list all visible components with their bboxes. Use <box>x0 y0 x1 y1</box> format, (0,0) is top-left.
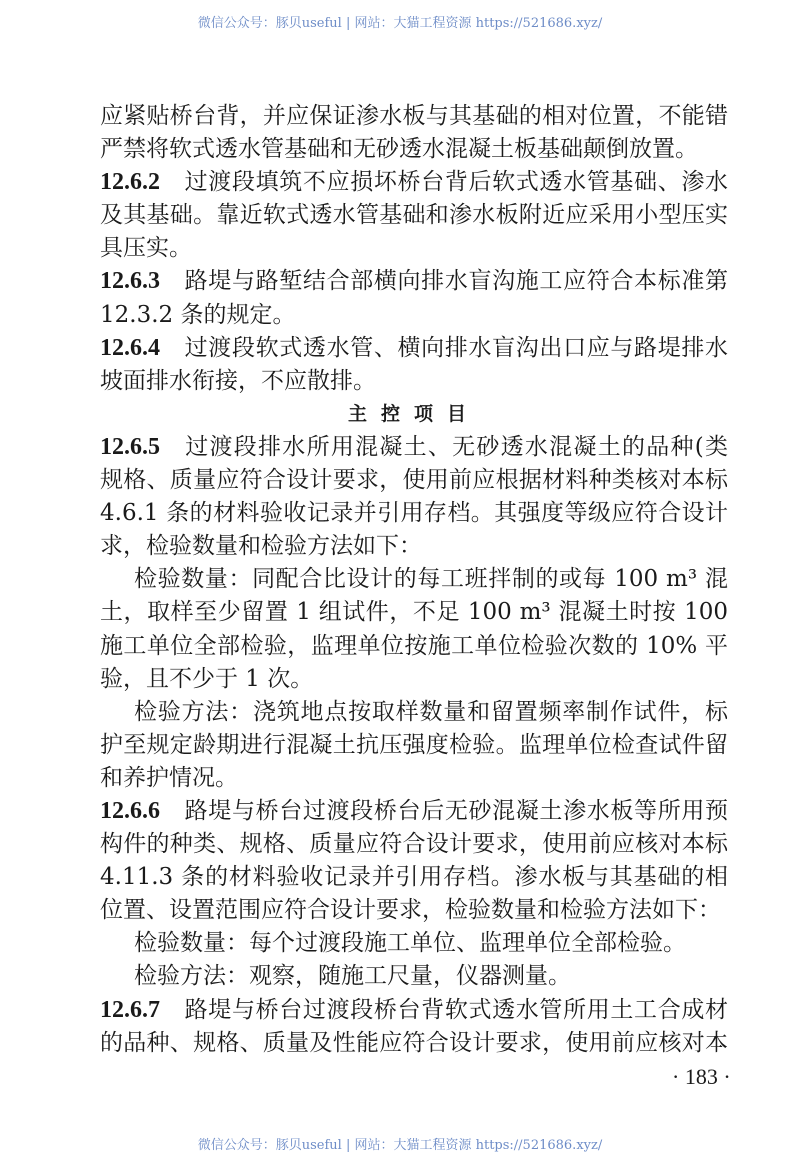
text-line <box>100 795 728 828</box>
line-text: 检验方法：浇筑地点按取样数量和留置频率制作试件，标 <box>134 698 728 725</box>
watermark-bottom: 微信公众号：豚贝useful | 网站：大猫工程资源 https://521686.xyz/ <box>197 1138 603 1153</box>
line-text: 检验方法：观察，随施工尺量，仪器测量。 <box>134 963 571 990</box>
text-line <box>100 530 728 563</box>
text-line <box>100 630 728 663</box>
clause-number: 12.6.2 <box>100 169 160 196</box>
text-line <box>100 497 728 530</box>
text-line <box>100 994 728 1027</box>
line-text: 及其基础。靠近软式透水管基础和渗水板附近应采用小型压实 <box>100 202 728 229</box>
clause-number: 12.6.6 <box>100 797 160 824</box>
line-text: 过渡段软式透水管、横向排水盲沟出口应与路堤排水 <box>184 334 728 361</box>
line-text: 过渡段填筑不应损坏桥台背后软式透水管基础、渗水 <box>184 169 728 196</box>
line-text: 护至规定龄期进行混凝土抗压强度检验。监理单位检查试件留 <box>100 731 728 758</box>
text-line <box>100 133 728 166</box>
line-text: 验，且不少于 1 次。 <box>100 665 314 692</box>
line-text: 求，检验数量和检验方法如下： <box>100 533 422 560</box>
section-heading <box>100 398 728 431</box>
line-text: 路堤与桥台过渡段桥台背软式透水管所用土工合成材 <box>184 996 728 1023</box>
line-text: 检验数量：每个过渡段施工单位、监理单位全部检验。 <box>134 930 686 957</box>
text-line <box>100 927 728 960</box>
text-line <box>100 1027 728 1060</box>
text-line <box>100 464 728 497</box>
clause-number: 12.6.4 <box>100 334 160 361</box>
line-text: 土，取样至少留置 1 组试件，不足 100 m³ 混凝土时按 100 <box>100 599 728 626</box>
text-line <box>100 596 728 629</box>
line-text: 构件的种类、规格、质量应符合设计要求，使用前应核对本标 <box>100 831 728 858</box>
document-body <box>100 100 728 1060</box>
line-text: 路堤与桥台过渡段桥台后无砂混凝土渗水板等所用预 <box>184 797 728 824</box>
line-text: 检验数量：同配合比设计的每工班拌制的或每 100 m³ 混 <box>134 566 728 593</box>
text-line <box>100 232 728 265</box>
text-line <box>100 861 728 894</box>
line-text: 应紧贴桥台背，并应保证渗水板与其基础的相对位置，不能错 <box>100 103 728 129</box>
line-text: 路堤与路堑结合部横向排水盲沟施工应符合本标准第 <box>184 268 728 295</box>
text-line <box>100 166 728 199</box>
text-line <box>100 762 728 795</box>
line-text: 12.3.2 条的规定。 <box>100 301 296 328</box>
line-text: 和养护情况。 <box>100 764 238 791</box>
clause-number: 12.6.3 <box>100 268 160 295</box>
clause-number: 12.6.5 <box>100 433 160 460</box>
text-line <box>100 563 728 596</box>
watermark-top: 微信公众号：豚贝useful | 网站：大猫工程资源 https://521686.xyz/ <box>197 16 603 31</box>
text-line <box>100 828 728 861</box>
text-line <box>100 960 728 993</box>
text-line <box>100 894 728 927</box>
text-line <box>100 199 728 232</box>
line-text: 的品种、规格、质量及性能应符合设计要求，使用前应核对本 <box>100 1029 728 1056</box>
text-line <box>100 431 728 464</box>
line-text: 4.11.3 条的材料验收记录并引用存档。渗水板与其基础的相 <box>100 864 728 891</box>
text-line <box>100 729 728 762</box>
text-line <box>100 299 728 332</box>
page-number: · 183 · <box>672 1064 731 1089</box>
line-text: 施工单位全部检验，监理单位按施工单位检验次数的 10% 平 <box>100 632 728 659</box>
text-line <box>100 696 728 729</box>
clause-number: 12.6.7 <box>100 996 160 1023</box>
line-text: 主控项目 <box>347 402 480 425</box>
line-text: 具压实。 <box>100 235 192 262</box>
text-line <box>100 100 728 133</box>
text-line <box>100 365 728 398</box>
line-text: 位置、设置范围应符合设计要求，检验数量和检验方法如下： <box>100 897 721 924</box>
text-line <box>100 265 728 298</box>
line-text: 4.6.1 条的材料验收记录并引用存档。其强度等级应符合设计 <box>100 500 728 527</box>
line-text: 坡面排水衔接，不应散排。 <box>100 367 376 394</box>
text-line <box>100 332 728 365</box>
line-text: 规格、质量应符合设计要求，使用前应根据材料种类核对本标 <box>100 467 728 494</box>
line-text: 严禁将软式透水管基础和无砂透水混凝土板基础颠倒放置。 <box>100 136 698 163</box>
text-line <box>100 663 728 696</box>
line-text: 过渡段排水所用混凝土、无砂透水混凝土的品种(类 <box>184 433 728 460</box>
